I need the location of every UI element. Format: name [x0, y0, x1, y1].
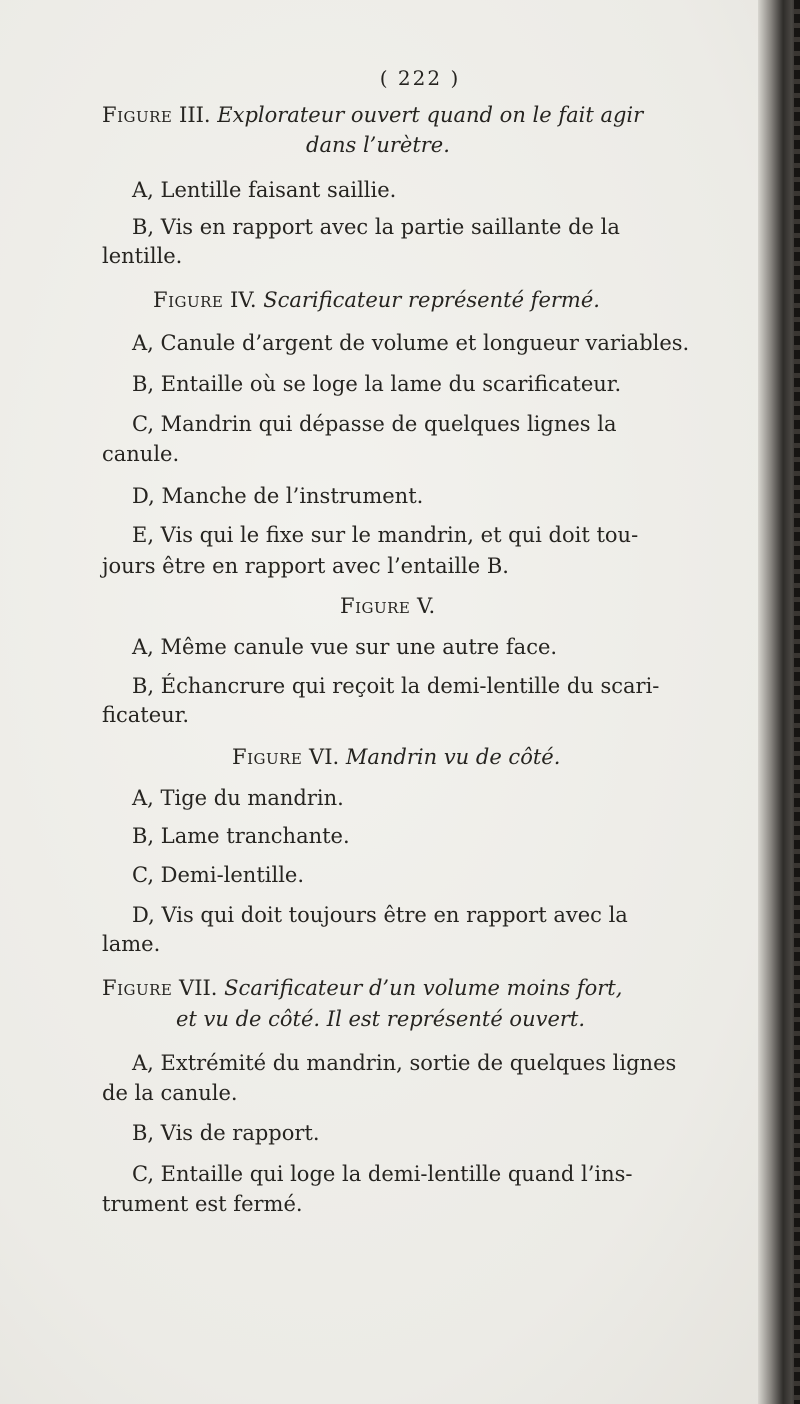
legend-item-continued: lame.	[102, 932, 161, 956]
legend-item: D, Manche de l’instrument.	[132, 484, 424, 508]
legend-item: B, Entaille où se loge la lame du scarificateur.	[132, 372, 622, 396]
figure-caption-continued: dans l’urètre.	[306, 133, 450, 157]
legend-item: B, Vis de rapport.	[132, 1121, 320, 1145]
figure-caption-continued: et vu de côté. Il est représenté ouvert.	[176, 1007, 586, 1031]
figure-caption: Figure IV. Scarificateur représenté fermé.	[153, 288, 600, 312]
legend-item: A, Même canule vue sur une autre face.	[132, 635, 558, 659]
legend-item-continued: lentille.	[102, 244, 183, 268]
page-edge	[794, 0, 800, 1404]
legend-item: A, Extrémité du mandrin, sortie de quelques lignes	[132, 1051, 677, 1075]
legend-item-continued: canule.	[102, 442, 180, 466]
figure-caption: Figure VII. Scarificateur d’un volume moins fort,	[102, 976, 623, 1000]
legend-item: B, Vis en rapport avec la partie saillante de la	[132, 215, 620, 239]
legend-item: B, Échancrure qui reçoit la demi-lentille du scari-	[132, 674, 660, 698]
legend-item-continued: trument est fermé.	[102, 1192, 303, 1216]
legend-item-continued: jours être en rapport avec l’entaille B.	[102, 554, 509, 578]
legend-item: C, Demi-lentille.	[132, 863, 305, 887]
legend-item: D, Vis qui doit toujours être en rapport avec la	[132, 903, 628, 927]
page-number: ( 222 )	[379, 66, 461, 90]
legend-item: A, Canule d’argent de volume et longueur variables.	[132, 331, 690, 355]
legend-item-continued: ficateur.	[102, 703, 190, 727]
legend-item: E, Vis qui le fixe sur le mandrin, et qui doit tou-	[132, 523, 639, 547]
legend-item: C, Mandrin qui dépasse de quelques lignes la	[132, 412, 617, 436]
legend-item: C, Entaille qui loge la demi-lentille quand l’ins-	[132, 1162, 633, 1186]
legend-item-continued: de la canule.	[102, 1081, 238, 1105]
figure-caption: Figure V.	[340, 594, 436, 618]
legend-item: A, Tige du mandrin.	[132, 786, 344, 810]
figure-caption: Figure VI. Mandrin vu de côté.	[232, 745, 561, 769]
legend-item: B, Lame tranchante.	[132, 824, 350, 848]
legend-item: A, Lentille faisant saillie.	[132, 178, 397, 202]
figure-caption: Figure III. Explorateur ouvert quand on le fait agir	[102, 103, 644, 127]
